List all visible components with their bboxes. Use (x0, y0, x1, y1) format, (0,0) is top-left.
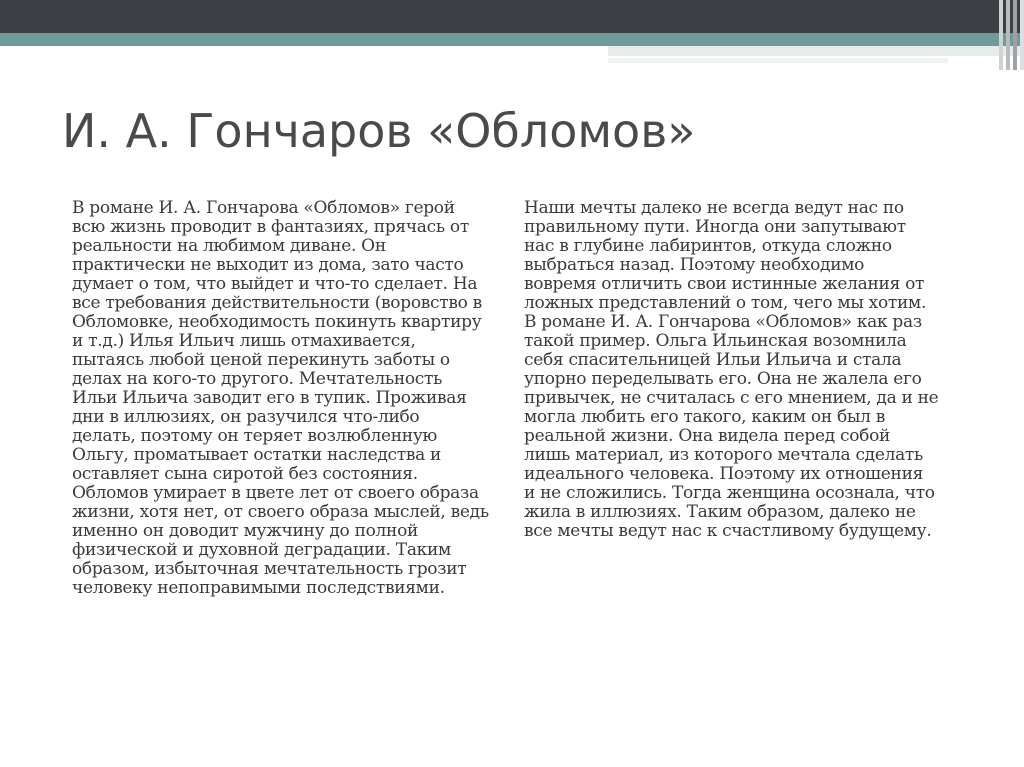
text-line: реальности на любимом диване. Он (72, 236, 386, 256)
text-line: правильному пути. Иногда они запутывают (524, 217, 906, 237)
corner-line (1020, 0, 1024, 70)
text-line: делах на кого-то другого. Мечтательность (72, 369, 443, 389)
text-line: дни в иллюзиях, он разучился что-либо (72, 407, 420, 427)
text-line: нас в глубине лабиринтов, откуда сложно (524, 236, 892, 256)
header-dark-band (0, 0, 1024, 33)
text-line: и не сложились. Тогда женщина осознала, что (524, 483, 935, 503)
corner-line (999, 0, 1003, 70)
text-line: все требования действительности (воровство в (72, 293, 482, 313)
left-text-column (72, 199, 512, 598)
text-line: оставляет сына сиротой без состояния. (72, 464, 418, 484)
header-light-stripe-thin (608, 58, 948, 63)
text-line: думает о том, что выйдет и что-то сделает. На (72, 274, 478, 294)
corner-line (1006, 0, 1010, 70)
text-line: такой пример. Ольга Ильинская возомнила (524, 331, 907, 351)
text-line: именно он доводит мужчину до полной (72, 521, 419, 541)
text-line: могла любить его такого, каким он был в (524, 407, 886, 427)
text-line: всю жизнь проводит в фантазиях, прячась от (72, 217, 469, 237)
text-line: В романе И. А. Гончарова «Обломов» герой (72, 198, 455, 218)
text-line: ложных представлений о том, чего мы хотим. (524, 293, 927, 313)
text-line: Ильи Ильича заводит его в тупик. Проживая (72, 388, 467, 408)
corner-decoration (994, 0, 1024, 70)
corner-line (1013, 0, 1017, 70)
text-line: Наши мечты далеко не всегда ведут нас по (524, 198, 904, 218)
slide-title: И. А. Гончаров «Обломов» (62, 104, 696, 158)
text-line: и т.д.) Илья Ильич лишь отмахивается, (72, 331, 416, 351)
text-line: жизни, хотя нет, от своего образа мыслей, ведь (72, 502, 489, 522)
text-line: себя спасительницей Ильи Ильича и стала (524, 350, 902, 370)
right-text-column (524, 199, 964, 541)
text-line: практически не выходит из дома, зато часто (72, 255, 464, 275)
text-line: жила в иллюзиях. Таким образом, далеко не (524, 502, 916, 522)
text-line: физической и духовной деградации. Таким (72, 540, 451, 560)
text-line: упорно переделывать его. Она не жалела его (524, 369, 922, 389)
text-line: привычек, не считалась с его мнением, да и не (524, 388, 939, 408)
header-teal-band (0, 33, 1024, 46)
text-line: реальной жизни. Она видела перед собой (524, 426, 891, 446)
header-light-stripe (608, 46, 1024, 56)
text-line: В романе И. А. Гончарова «Обломов» как раз (524, 312, 922, 332)
text-line: все мечты ведут нас к счастливому будущему. (524, 521, 932, 541)
text-line: вовремя отличить свои истинные желания от (524, 274, 925, 294)
text-line: пытаясь любой ценой перекинуть заботы о (72, 350, 450, 370)
text-line: делать, поэтому он теряет возлюбленную (72, 426, 438, 446)
text-line: лишь материал, из которого мечтала сделать (524, 445, 923, 465)
text-line: Обломов умирает в цвете лет от своего образа (72, 483, 479, 503)
text-line: выбраться назад. Поэтому необходимо (524, 255, 865, 275)
text-line: Ольгу, проматывает остатки наследства и (72, 445, 442, 465)
text-line: образом, избыточная мечтательность грозит (72, 559, 467, 579)
text-line: человеку непоправимыми последствиями. (72, 578, 445, 598)
text-line: Обломовке, необходимость покинуть квартиру (72, 312, 482, 332)
text-line: идеального человека. Поэтому их отношения (524, 464, 924, 484)
